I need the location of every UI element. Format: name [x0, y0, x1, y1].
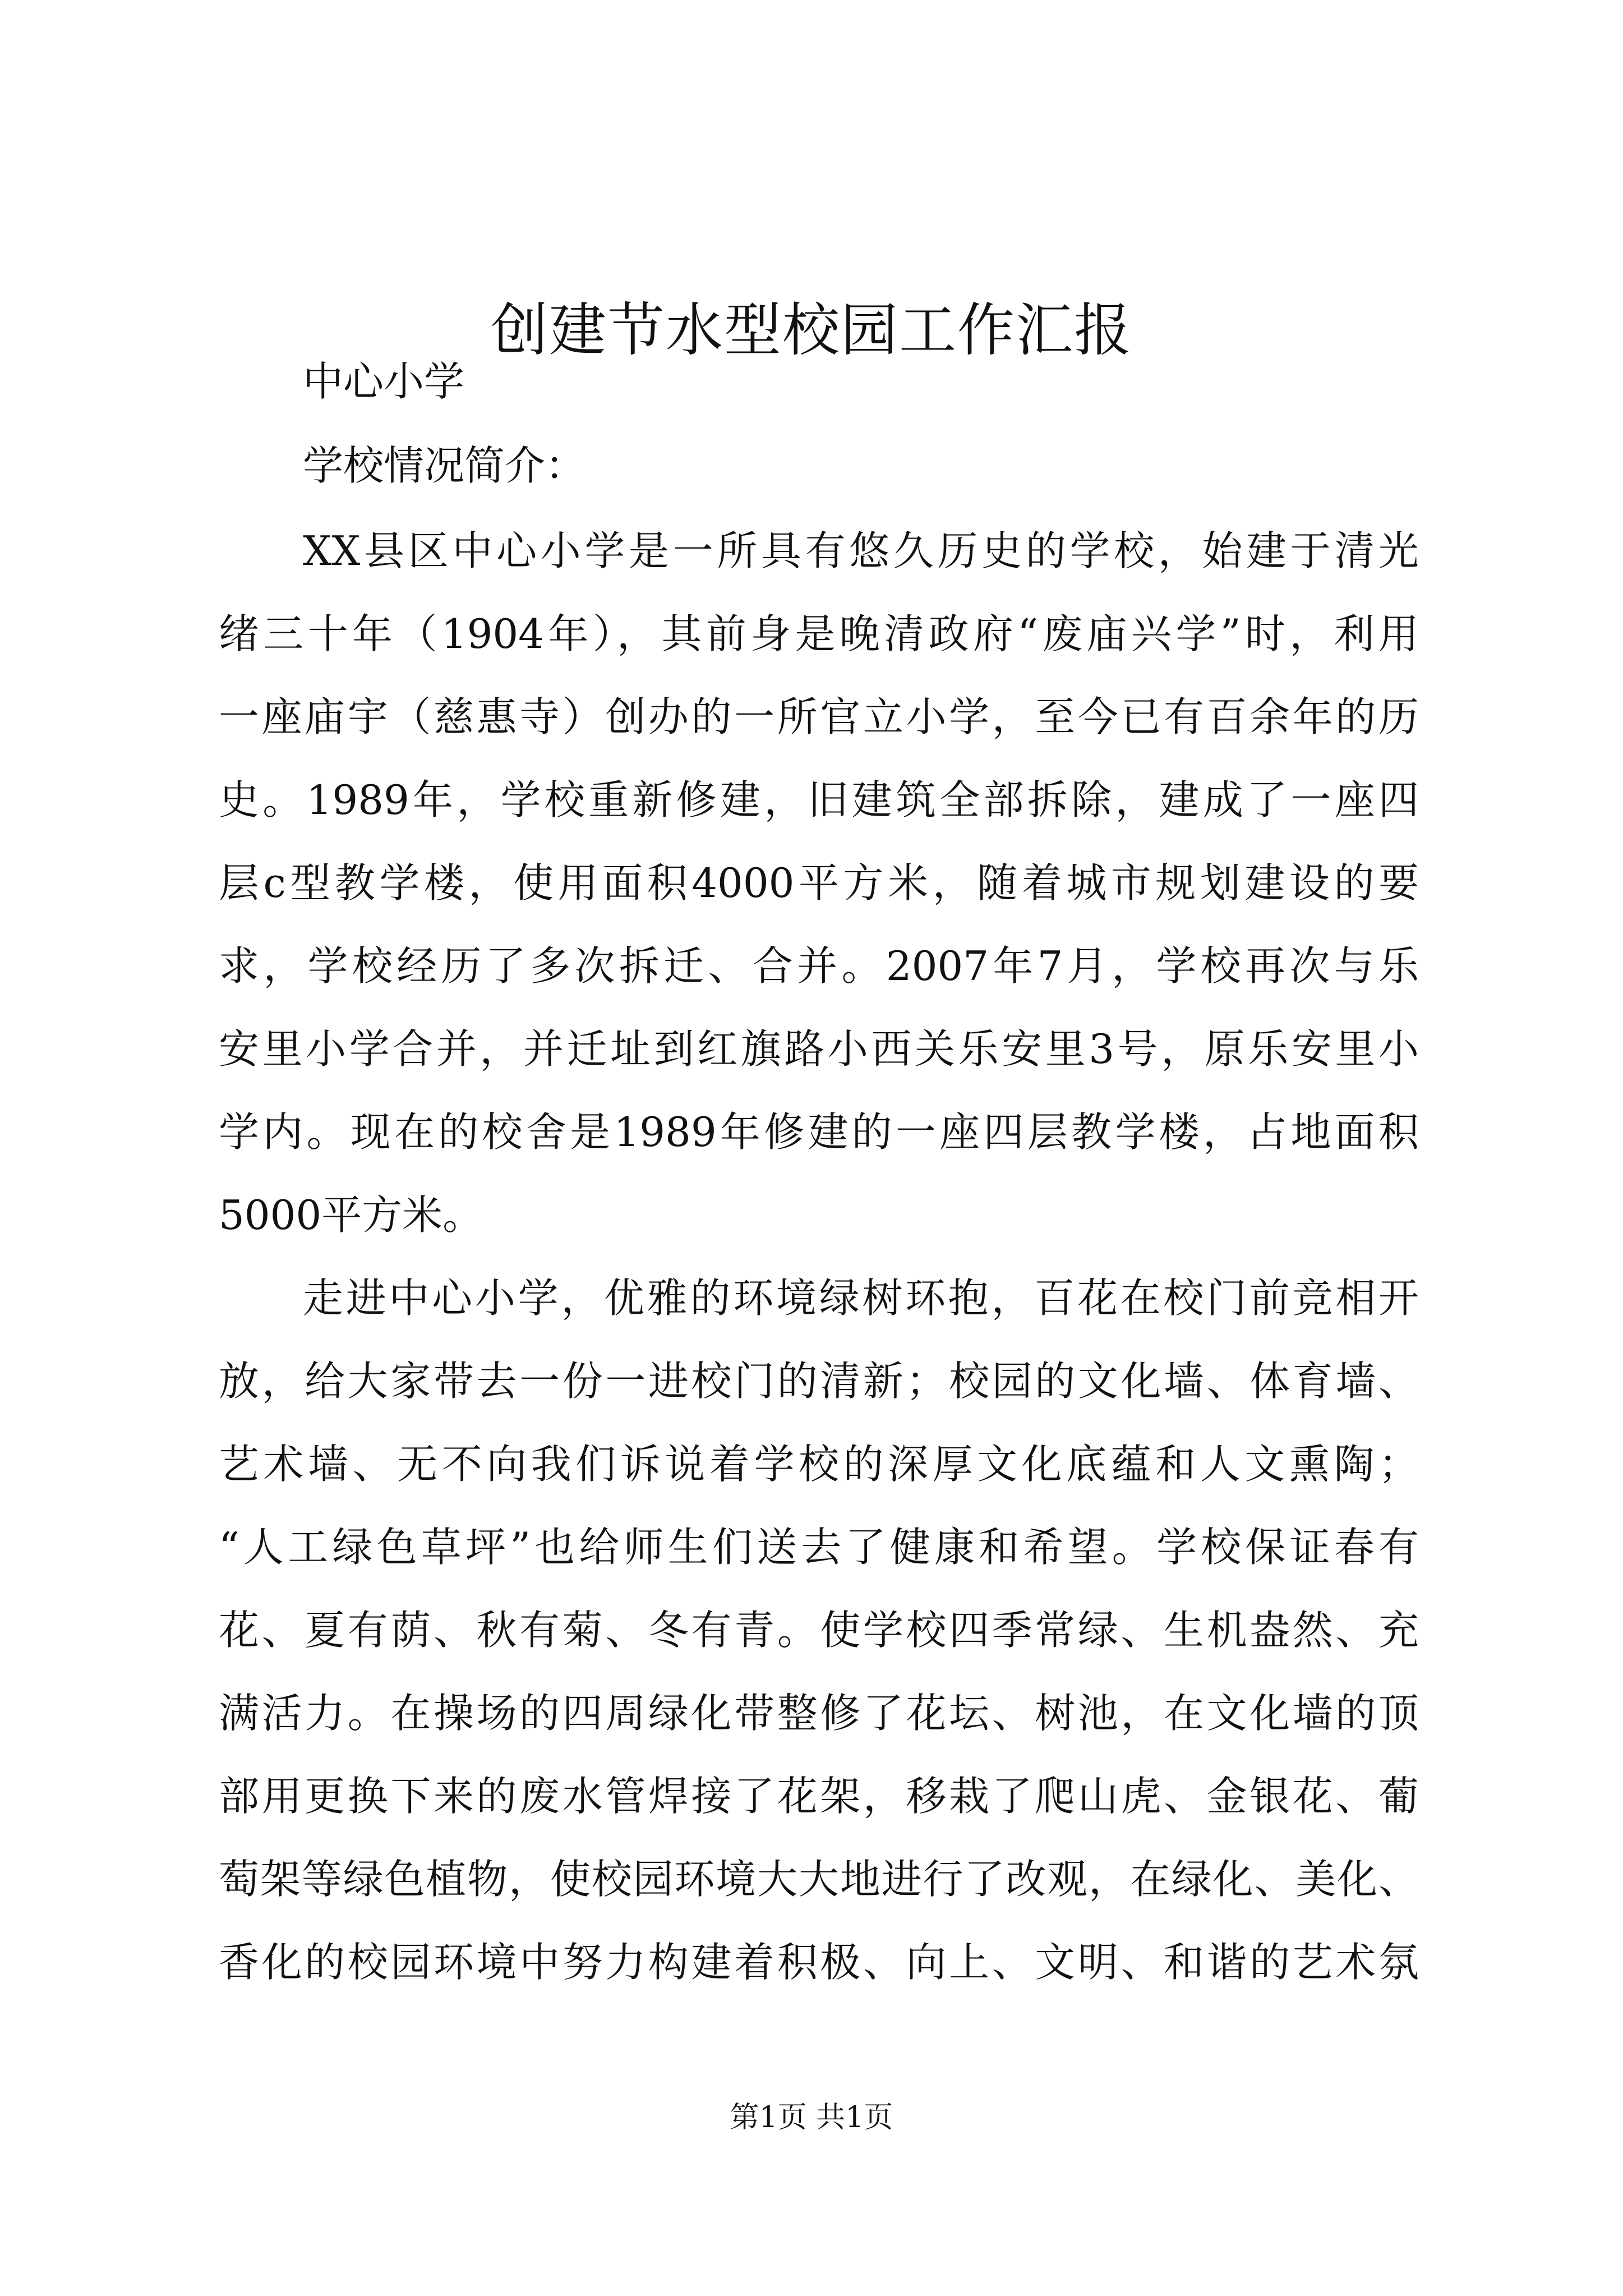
page-footer: 第1页 共1页: [730, 2101, 893, 2134]
paragraph-1-line: 求，学校经历了多次拆迁、合并。2007年7月，学校再次与乐: [219, 942, 1419, 990]
document-title: 创建节水型校园工作汇报: [491, 297, 1132, 364]
paragraph-2-line: 萄架等绿色植物，使校园环境大大地进行了改观，在绿化、美化、: [219, 1856, 1419, 1903]
paragraph-2-line: 香化的校园环境中努力构建着积极、向上、文明、和谐的艺术氛: [219, 1939, 1419, 1986]
paragraph-1-line: 绪三十年（1904年），其前身是晚清政府“废庙兴学”时，利用: [219, 610, 1419, 657]
paragraph-2-line: 部用更换下来的废水管焊接了花架，移栽了爬山虎、金银花、葡: [219, 1773, 1419, 1820]
paragraph-1-line: XX县区中心小学是一所具有悠久历史的学校，始建于清光: [303, 527, 1419, 574]
paragraph-2-line: 走进中心小学，优雅的环境绿树环抱，百花在校门前竞相开: [303, 1274, 1419, 1322]
paragraph-1-line: 安里小学合并，并迁址到红旗路小西关乐安里3号，原乐安里小: [219, 1025, 1419, 1073]
paragraph-2-line: 放，给大家带去一份一进校门的清新；校园的文化墙、体育墙、: [219, 1358, 1419, 1405]
paragraph-1-line: 史。1989年，学校重新修建，旧建筑全部拆除，建成了一座四: [219, 776, 1419, 823]
paragraph-1-line: 层c型教学楼，使用面积4000平方米，随着城市规划建设的要: [219, 859, 1419, 907]
paragraph-1-line: 学内。现在的校舍是1989年修建的一座四层教学楼，占地面积: [219, 1108, 1419, 1156]
paragraph-1-line: 5000平方米。: [219, 1191, 483, 1239]
paragraph-2-line: 花、夏有荫、秋有菊、冬有青。使学校四季常绿、生机盎然、充: [219, 1607, 1419, 1654]
school-name: 中心小学: [303, 358, 465, 405]
paragraph-1-line: 一座庙宇（慈惠寺）创办的一所官立小学，至今已有百余年的历: [219, 693, 1419, 740]
paragraph-2-line: 艺术墙、无不向我们诉说着学校的深厚文化底蕴和人文熏陶；: [219, 1441, 1419, 1488]
paragraph-2-line: 满活力。在操场的四周绿化带整修了花坛、树池，在文化墙的顶: [219, 1690, 1419, 1737]
section-heading: 学校情况简介：: [303, 442, 586, 489]
paragraph-2-line: “人工绿色草坪”也给师生们送去了健康和希望。学校保证春有: [219, 1524, 1419, 1571]
